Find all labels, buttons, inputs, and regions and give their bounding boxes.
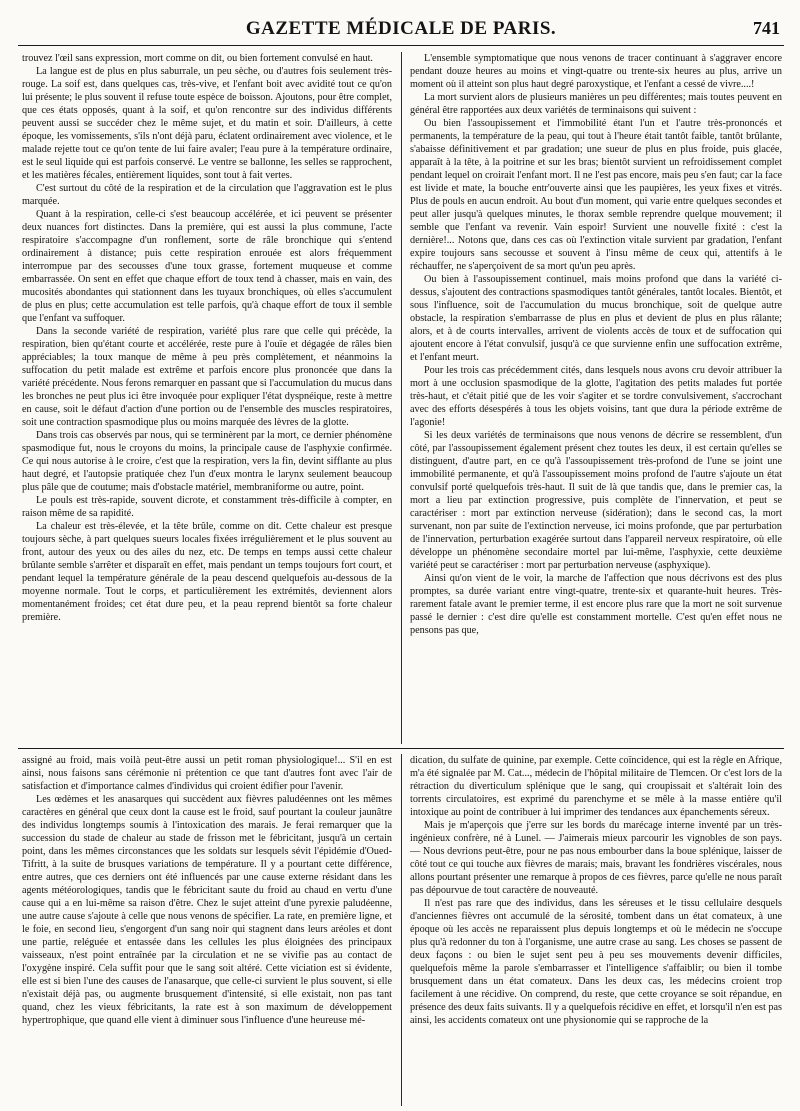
paragraph: Dans trois cas observés par nous, qui se terminèrent par la mort, ce dernier phénomène spasmodique fut, nous le croyons du moins, la principale cause de l'asphyxie confirmée. Ce qui nous autorise à le croire, c'est que la respiration, vers la fin, devint sifflante au plus haut degré, et l'autopsie pratiquée chez l'un d'eux montra le larynx seulement beaucoup plus pâle que de coutume; mais d'obstacle matériel, membraniforme ou autre, point. xyxy=(22,430,392,493)
paragraph: La chaleur est très-élevée, et la tête brûle, comme on dit. Cette chaleur est presque toujours sèche, à part quelques sueurs locales fixées irrégulièrement et le plus souvent au front, autour des yeux ou des ailes du nez, etc. De temps en temps aussi cette chaleur brûlante semble s'arrêter et disparaît en effet, mais pendant un temps toujours fort court, et pendant lequel la température générale de la peau descend quelquefois au-dessous de la moyenne normale. Tout le corps, et particulièrement les extrémités, deviennent alors momentanément froides; cet état dure peu, et la peau reprend bientôt sa forte chaleur première. xyxy=(22,521,392,623)
paragraph: Les œdèmes et les anasarques qui succèdent aux fièvres paludéennes ont les mêmes caractères en général que ceux dont la cause est le froid, sauf pourtant la couleur jaunâtre des individus longtemps soumis à l'intoxication des marais. Je ferai remarquer que la succession du stade de chaleur au stade de frisson met le fébricitant, jusqu'à un certain point, dans les mêmes circonstances que les soldats sur lesquels sévit l'épidémie d'Oued-Tifritt, à la suite de brusques variations de température. Il y a pourtant cette différence, entre autres, que ces derniers ont été influencés par une cause externe résidant dans les agents météorologiques, tandis que le fébricitant saute du froid au chaud en vertu d'une cause qui a en lui-même sa raison d'être. Chez le sujet atteint d'une pyrexie paludéenne, une autre cause s'ajoute à celle que nous venons de spécifier. La rate, en première ligne, et le foie, en second lieu, s'engorgent d'un sang noir qui stagnent dans leurs aréoles et dont une partie, reléguée et entassée dans les cellules les plus éloignées des principaux vaisseaux, n'est point entraînée par la circulation et ne se vivifie pas au contact de l'oxygène inspiré. Cela suffit pour que le sang soit altéré. Cette viciation est si évidente, elle est si bien l'une des causes de l'anasarque, que celle-ci survient le plus souvent, si elle n'existait déjà pas, ou augmente brusquement d'intensité, si elle existait, non pas tant quand, chez les vieux fébricitants, la rate est à son maximum de développement hypertrophique, que quand elle vient à diminuer sous l'influence d'une heureuse mé- xyxy=(22,794,392,1026)
paragraph: Dans la seconde variété de respiration, variété plus rare que celle qui précède, la respiration, bien qu'étant courte et accélérée, reste pure à l'ouïe et dégagée de râles bien appréciables; la toux manque de même à peu près complètement, et néanmoins la suffocation du petit malade est extrême et parfois encore plus prononcée que dans la variété précédente. Nous ferons remarquer en passant que si l'accumulation du mucus dans les bronches ne peut plus ici être invoquée pour expliquer l'état dyspnéique, reste à mettre en cause, soit le défaut d'action d'une portion ou de l'ensemble des muscles respiratoires, soit une contraction spasmodique plus ou moins marquée des lèvres de la glotte. xyxy=(22,326,392,428)
journal-title: GAZETTE MÉDICALE DE PARIS. xyxy=(245,18,557,39)
paragraph: dication, du sulfate de quinine, par exemple. Cette coïncidence, qui est la règle en Afrique, m'a été signalée par M. Cat..., médecin de l'hôpital militaire de Tlemcen. Or c'est lors de la rétraction du diverticulum splénique que le sang, qui croupissait et s'altérait loin des torrents circulatoires, est exprimé du parenchyme et se mêle à la masse entière qu'il intoxique au point de contribuer à lui imprimer des tendances aux épanchements séreux. xyxy=(410,755,782,818)
paragraph: Mais je m'aperçois que j'erre sur les bords du marécage interne inventé par un très-ingénieux confrère, né à Lunel. — J'aimerais mieux parcourir les vignobles de son pays. — Nous devrions peut-être, pour ne pas nous embourber dans la boue splénique, laisser de côté tout ce qui touche aux fièvres de marais; mais, bravant les fondrières viscérales, nous allons pourtant présenter une remarque à propos de ces fièvres, parce qu'elle ne nous paraît pas dépourvue de tout caractère de nouveauté. xyxy=(410,820,782,896)
column-divider xyxy=(401,754,402,1106)
column-divider xyxy=(401,52,402,744)
paragraph: Il n'est pas rare que des individus, dans les séreuses et le tissu cellulaire desquels d'anciennes fièvres ont accumulé de la sérosité, tombent dans un état comateux, à une époque où les accès ne reparaissent plus depuis longtemps et où le médecin ne s'occupe plus qu'à redonner du ton à l'organisme, une autre crase au sang. Les choses se passent de deux façons : ou bien le sujet sent peu à peu ses mouvements devenir difficiles, quelquefois même la parole s'embarrasser et l'intelligence s'affaiblir; ou bien il tombe brusquement dans un état comateux. Dans les deux cas, les médecins croient trop facilement à une récidive. On comprend, du reste, que cette croyance se soit répandue, en présence des deux faits suivants. Il y a quelquefois récidive en effet, et lorsqu'il n'en est pas ainsi, les accidents comateux ont une physionomie qui se rapproche de la xyxy=(410,898,782,1026)
column-top-left xyxy=(22,52,392,744)
column-bottom-left xyxy=(22,754,392,1106)
section-rule xyxy=(18,748,784,749)
paragraph: Le pouls est très-rapide, souvent dicrote, et constamment très-difficile à compter, en raison même de sa rapidité. xyxy=(22,495,392,519)
paragraph: La langue est de plus en plus saburrale, un peu sèche, ou d'autres fois seulement très-rouge. La soif est, dans quelques cas, très-vive, et l'enfant boit avec avidité tout ce qu'on lui présente; le plus souvent il refuse toute espèce de boisson. Ajoutons, pour être complet, que ces états opposés, quant à la soif, et qu'on rencontre sur des individus différents peuvent aussi se succéder chez le même sujet, et du matin et soir. D'ailleurs, à cette époque, les vomissements, s'ils n'ont déjà paru, éclatent ordinairement avec violence, et le malade rejette tout ce qu'on tente de lui faire avaler; l'eau pure à la température ordinaire, est le seul liquide qui est parfois conservé. Le ventre se ballonne, les selles se rapprochent, et les matières fécales, entièrement liquides, sont tout à fait vertes. xyxy=(22,66,392,181)
paragraph: Ou bien l'assoupissement et l'immobilité étant l'un et l'autre très-prononcés et permanents, la température de la peau, qui tout à l'heure était tantôt faible, tantôt brûlante, s'abaisse définitivement et par gradation; une sueur de plus en plus froide, puis glacée, apparaît à la tête, à la poitrine et sur les bras; bientôt survient un refroidissement complet pendant lequel on croirait l'enfant mort. Il ne l'est pas encore, mais peu s'en faut; car la face est livide et mate, la bouche entr'ouverte ainsi que les paupières, les yeux fixes et vitrés. Plus de pouls en aucun endroit. Au bout d'un moment, qui varie entre quelques secondes et peut aller jusqu'à quelques minutes, le thorax semble reprendre quelque mouvement; il semble que l'enfant va revenir. Vain espoir! Survient une nouvelle fixité : c'est la dernière!... Notons que, dans ces cas où l'extinction vitale survient par gradation, l'enfant expire toujours sans secousse et souvent à l'insu même de ceux qui, attentifs à le réchauffer, ne s'aperçoivent de sa mort qu'un peu après. xyxy=(410,118,782,272)
page-number: 741 xyxy=(753,18,780,38)
column-top-right xyxy=(410,52,782,744)
paragraph: Pour les trois cas précédemment cités, dans lesquels nous avons cru devoir attribuer la mort à une occlusion spasmodique de la glotte, l'agitation des petits malades fut portée très-haut, et c'était pitié que de les voir s'agiter et se tordre convulsivement, s'accrochant avec des efforts désespérés à tous les objets voisins, tant que dura la période extrême de l'agonie! xyxy=(410,365,782,428)
paragraph: La mort survient alors de plusieurs manières un peu différentes; mais toutes peuvent en général être rapportées aux deux variétés de terminaisons qui suivent : xyxy=(410,92,782,116)
paragraph: trouvez l'œil sans expression, mort comme on dit, ou bien fortement convulsé en haut. xyxy=(22,53,373,64)
header-rule xyxy=(18,45,784,46)
page-header xyxy=(18,14,784,48)
paragraph: assigné au froid, mais voilà peut-être aussi un petit roman physiologique!... S'il en est ainsi, nous faisons sans cérémonie ni prétention ce que tant d'autres font avec l'air de satisfaction et d'importance calmes d'individus qui croient édifier pour l'avenir. xyxy=(22,755,392,792)
paragraph: Quant à la respiration, celle-ci s'est beaucoup accélérée, et ici peuvent se présenter deux nuances fort distinctes. Dans la première, qui est aussi la plus commune, l'acte respiratoire s'accompagne d'un ronflement, sorte de râle bronchique qui s'entend ordinairement à distance; puis cette respiration enrouée est alors fréquemment interrompue par des secousses d'une toux grasse, fortement muqueuse et comme embarrassée. On sent en effet que chaque effort de toux tend à chasser, mais en vain, des mucosités abondantes qui stationnent dans les tuyaux bronchiques, où elles s'accumulent de plus en plus; cette accumulation est telle parfois, qu'à chaque effort de toux il semble que l'enfant va suffoquer. xyxy=(22,209,392,324)
paragraph: Ainsi qu'on vient de le voir, la marche de l'affection que nous décrivons est des plus promptes, sa durée variant entre vingt-quatre, trente-six et quarante-huit heures. Très-rarement fatale avant le premier terme, il est encore plus rare que la mort ne soit survenue passé le dernier : c'est dire qu'elle est constamment mortelle. C'est qu'en effet nous ne pensons pas que, xyxy=(410,573,782,636)
column-bottom-right xyxy=(410,754,782,1106)
paragraph: Si les deux variétés de terminaisons que nous venons de décrire se ressemblent, d'un côté, par l'assoupissement également présent chez toutes les deux, il est certain qu'elles se distinguent, d'autre part, en ce qu'à l'assoupissement très-profond de l'une se joint une immobilité permanente, et qu'à l'assoupissement moins profond de l'autre s'ajoute un état convulsif porté quelquefois très-haut. Il suit de là que tandis que, dans le premier cas, la mort a lieu par extinction progressive, puis complète de l'innervation, et peut se caractériser : mort par extinction nerveuse (sidération); dans le second cas, la mort survenant, non par suite de l'extinction nerveuse, ici moins profonde, que par perturbation de l'innervation, perturbation exagérée surtout dans l'appareil nerveux respiratoire, où elle développe un phénomène secondaire mortel par lui-même, l'asphyxie, cette deuxième variété peut se caractériser : mort par perturbation nerveuse (asphyxique). xyxy=(410,430,782,571)
paragraph: Ou bien à l'assoupissement continuel, mais moins profond que dans la variété ci-dessus, s'ajoutent des contractions spasmodiques tantôt générales, tantôt locales. Bientôt, et sous l'influence, soit de l'accumulation du mucus bronchique, soit de quelque autre obstacle, la respiration s'embarrasse de plus en plus et devient de plus en plus râlante; alors, et à de courts intervalles, arrivent de violents accès de toux et de suffocation qui ajoutent encore à l'état convulsif, jusqu'à ce que survienne enfin une suffocation extrême, et l'enfant meurt. xyxy=(410,274,782,363)
paragraph: C'est surtout du côté de la respiration et de la circulation que l'aggravation est le plus marquée. xyxy=(22,183,392,207)
paragraph: L'ensemble symptomatique que nous venons de tracer continuant à s'aggraver encore pendant douze heures au moins et vingt-quatre ou trente-six heures au plus, arrive un moment où il atteint son plus haut degré paroxystique, et l'enfant a cessé de vivre....! xyxy=(410,53,782,90)
